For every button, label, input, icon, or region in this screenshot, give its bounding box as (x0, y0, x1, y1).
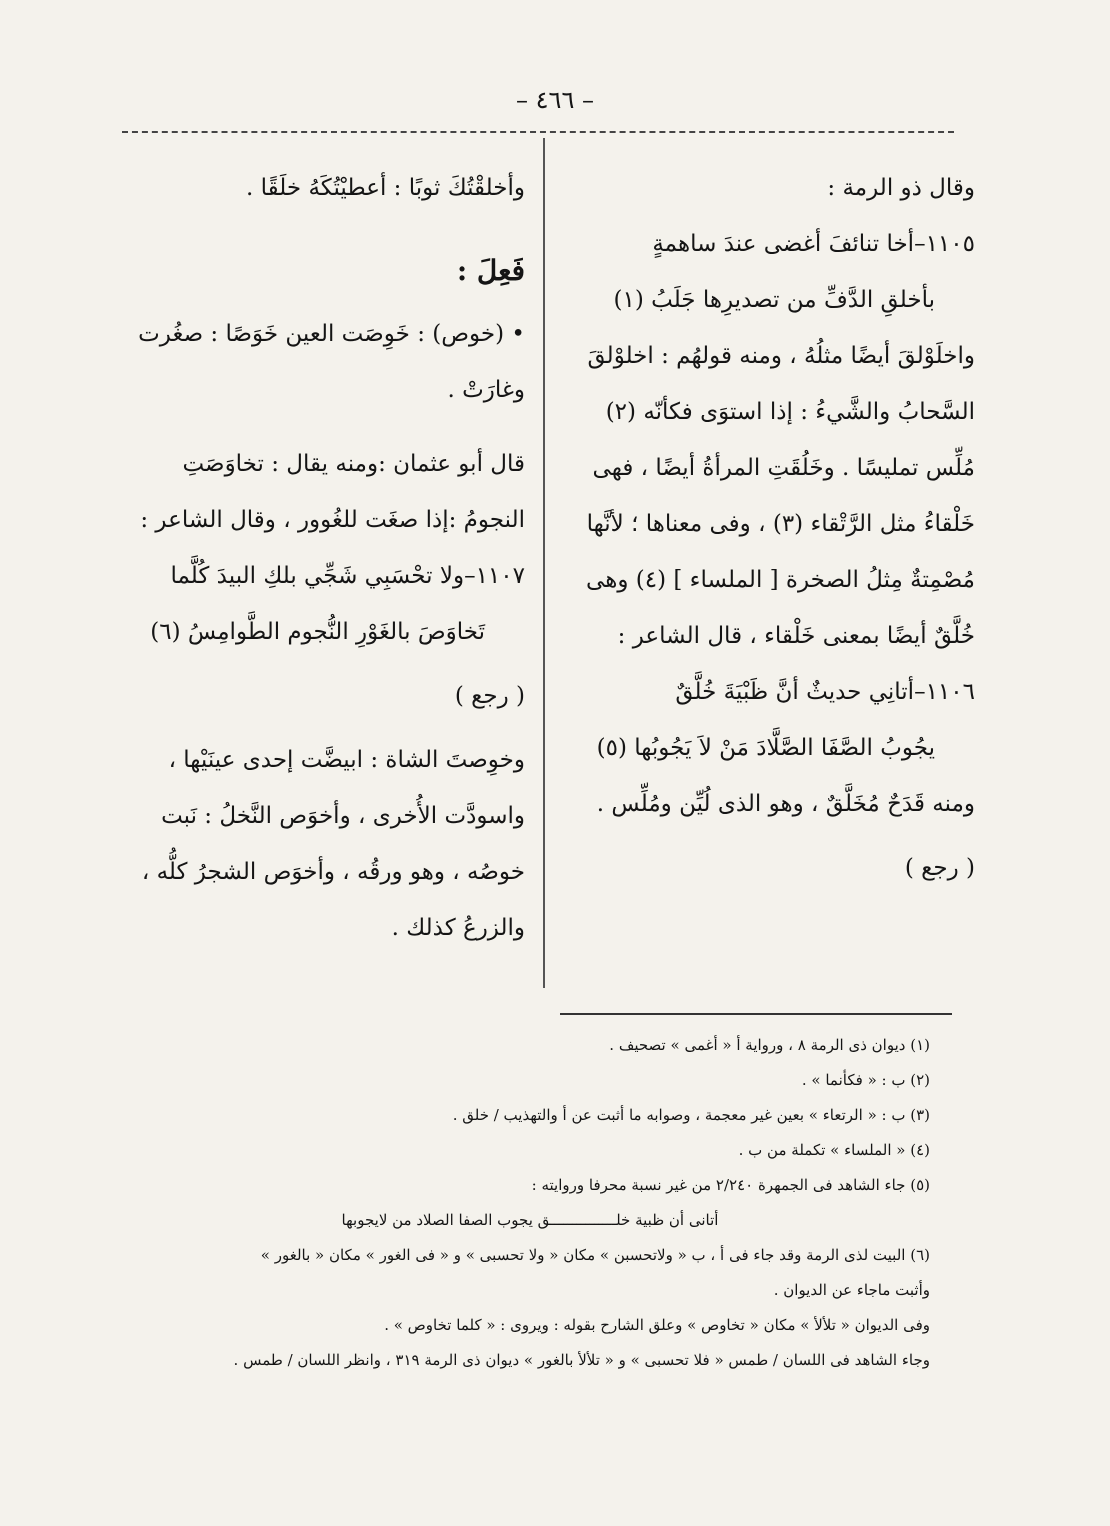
column-divider (543, 138, 545, 988)
footnote-6-lisan-note: وجاء الشاهد فى اللسان / طمس « فلا تحسبى » و « تلألأ بالغور » ديوان ذى الرمة ٣١٩ ، وانظر اللسان / طمس . (233, 1351, 930, 1369)
page-number: – ٤٦٦ – (516, 86, 594, 114)
footnote-1: (١) ديوان ذى الرمة ٨ ، ورواية أ « أغمى » تصحيف . (609, 1036, 930, 1054)
paragraph-ikhlawlaq: واخلَوْلقَ أيضًا مثلُهُ ، ومنه قولهُم : اخلوْلقَ السَّحابُ والشَّيءُ : إذا استوَى فكأنّه (٢) مُلِّس تمليسًا . وخَلُقَتِ المرأةُ أيضًا ، فهى خَلْقاءُ مثل الرَّتْقاء (٣) ، وفى معناها ؛ لأنَّها مُصْمِتةٌ مِثلُ الصخرة [ الملساء ] (٤) وهى خُلَّقٌ أيضًا بمعنى خَلْقاء ، قال الشاعر : (586, 343, 975, 649)
verse-1105-first-hemistich: ١١٠٥–أخا تنائفَ أغضى عندَ ساهمةٍ (652, 231, 975, 257)
akhlaqtuka-line: وأخلقْتُكَ ثوبًا : أعطيْتُكَهُ خلَقًا . (246, 175, 525, 201)
cross-reference-left: ( رجع ) (454, 683, 525, 709)
section-heading-faila: فَعِلَ : (456, 254, 525, 287)
entry-khaws: • (خوص) : خَوِصَت العين خَوَصًا : صغُرت وغارَتْ . (138, 321, 525, 403)
left-column (120, 160, 525, 956)
right-column (565, 160, 975, 904)
verse-1107-second-hemistich: تَخاوَصَ بالغَوْرِ النُّجوم الطَّوامِسُ (٦) (150, 619, 485, 645)
paragraph-khawisat-ash-shah: وخوِصتَ الشاة : ابيضَّت إحدى عينَيْها ، واسودَّت الأُخرى ، وأخوَص النَّخلُ : نَبت خوصُه ، وهو ورقُه ، وأخوَص الشجرُ كلُّه ، والزرعُ كذلك . (141, 747, 525, 941)
footnote-4: (٤) « الملساء » تكملة من ب . (738, 1141, 930, 1159)
header-rule (122, 131, 954, 133)
paragraph-qadah: ومنه قَدَحٌ مُخَلَّقٌ ، وهو الذى لُيِّن ومُلِّس . (596, 791, 975, 817)
verse-1107-first-hemistich: ١١٠٧–ولا تحْسَبِي شَجِّي بلكِ البيدَ كُلَّما (170, 563, 525, 589)
footnote-5: (٥) جاء الشاهد فى الجمهرة ٢/٢٤٠ من غير نسبة محرفا وروايته : (531, 1176, 930, 1194)
verse-1106 (565, 664, 975, 776)
cross-reference-right: ( رجع ) (904, 855, 975, 881)
footnote-3: (٣) ب : « الرتعاء » بعين غير معجمة ، وصوابه ما أثبت عن أ والتهذيب / خلق . (452, 1106, 930, 1124)
verse-1106-second-hemistich: يجُوبُ الصَّفَا الصَّلَّادَ مَنْ لاَ يَجُوبُها (٥) (596, 735, 935, 761)
footnotes (130, 1028, 930, 1378)
verse-1105-second-hemistich: بأخلقِ الدَّفِّ من تصديرِها جَلَبُ (١) (613, 287, 935, 313)
intro-line: وقال ذو الرمة : (827, 175, 975, 201)
paragraph-abu-uthman: قال أبو عثمان :ومنه يقال : تخاوَصَتِ النجومُ :إذا صغَت للغُوور ، وقال الشاعر : (140, 451, 525, 533)
verse-1107 (120, 548, 525, 660)
footnote-rule (560, 1013, 952, 1015)
footnote-6-diwan-note: وفى الديوان « تلألأ » مكان « تخاوص » وعلق الشارح بقوله : ويروى : « كلما تخاوص » . (384, 1316, 930, 1334)
verse-1106-first-hemistich: ١١٠٦–أتانِي حديثٌ أنَّ ظَبْيَةَ خُلَّقٌ (675, 679, 975, 705)
footnote-2: (٢) ب : « فكأنما » . (801, 1071, 930, 1089)
footnote-6-continuation: وأثبت ماجاء عن الديوان . (773, 1281, 930, 1299)
footnote-6: (٦) البيت لذى الرمة وقد جاء فى أ ، ب « ولاتحسبن » مكان « ولا تحسبى » و « فى الغور » مكان « بالغور » (260, 1246, 930, 1264)
footnote-5-quoted-verse: أتانى أن ظبية خلـــــــــــــــق يجوب الصفا الصلاد من لايجوبها (341, 1211, 719, 1229)
verse-1105 (565, 216, 975, 328)
